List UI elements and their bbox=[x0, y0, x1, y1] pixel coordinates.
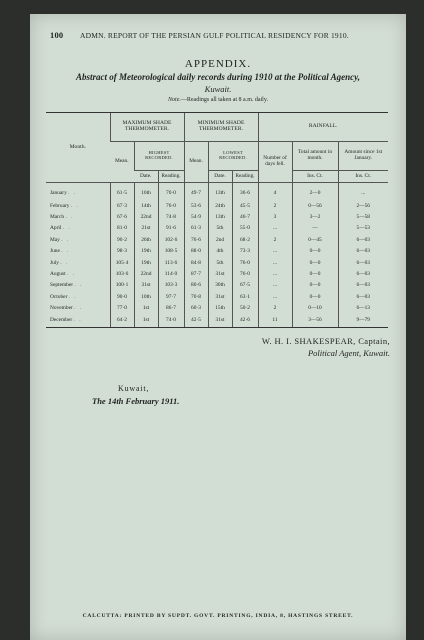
highest-date: 22nd bbox=[134, 268, 158, 279]
min-mean: 42·5 bbox=[184, 314, 208, 328]
header-total-unit: Ins. Ct. bbox=[292, 171, 338, 183]
highest-reading: 70·0 bbox=[158, 183, 184, 201]
rain-total: 0—0 bbox=[292, 257, 338, 268]
max-mean: 98·3 bbox=[110, 246, 134, 257]
rain-total: — bbox=[292, 223, 338, 234]
rain-total: 3—56 bbox=[292, 314, 338, 328]
table-row bbox=[46, 291, 388, 302]
signatory-title: Political Agent, Kuwait. bbox=[307, 348, 390, 358]
rain-since: ... bbox=[338, 183, 388, 201]
document-subtitle: Abstract of Meteorological daily records during 1910 at the Political Agency, bbox=[75, 72, 361, 82]
lowest-date: 31st bbox=[208, 291, 232, 302]
rain-total: 2—0 bbox=[292, 183, 338, 201]
highest-date: 14th bbox=[134, 200, 158, 211]
lowest-reading: 67·5 bbox=[232, 280, 258, 291]
note-text: —Readings all taken at 8 a.m. daily. bbox=[180, 97, 268, 103]
rain-since: 2—56 bbox=[338, 200, 388, 211]
min-mean: 88·0 bbox=[184, 246, 208, 257]
max-mean: 77·0 bbox=[110, 303, 134, 314]
header-min-mean: Mean. bbox=[184, 142, 208, 183]
page-number: 100 bbox=[50, 30, 64, 40]
rain-days: 2 bbox=[258, 303, 292, 314]
lowest-date: 13th bbox=[208, 211, 232, 222]
table-row bbox=[46, 200, 388, 211]
header-total: Total amount in month. bbox=[292, 142, 338, 171]
header-highest: HIGHEST RECORDED. bbox=[134, 142, 184, 171]
rain-total: 0—45 bbox=[292, 234, 338, 245]
rain-since: 6—13 bbox=[338, 303, 388, 314]
lowest-date: 31st bbox=[208, 268, 232, 279]
highest-reading: 102·6 bbox=[158, 234, 184, 245]
lowest-reading: 42·6 bbox=[232, 314, 258, 328]
row-month: October . . bbox=[50, 293, 78, 300]
rain-since: 5—58 bbox=[338, 211, 388, 222]
header-since-unit: Ins. Ct. bbox=[338, 171, 388, 183]
rain-days: ... bbox=[258, 291, 292, 302]
readings-note bbox=[30, 97, 406, 103]
highest-date: 10th bbox=[134, 291, 158, 302]
table-row bbox=[46, 303, 388, 314]
lowest-reading: 63·1 bbox=[232, 291, 258, 302]
highest-date: 21st bbox=[134, 223, 158, 234]
highest-date: 16th bbox=[134, 183, 158, 201]
appendix-title: APPENDIX. bbox=[184, 58, 252, 70]
header-lo-date: Date. bbox=[208, 171, 232, 183]
lowest-reading: 73·3 bbox=[232, 246, 258, 257]
table-row bbox=[46, 268, 388, 279]
lowest-reading: 45·5 bbox=[232, 200, 258, 211]
issue-date: The 14th February 1911. bbox=[92, 396, 180, 406]
table-row bbox=[46, 234, 388, 245]
table-row bbox=[46, 280, 388, 291]
highest-reading: 103·3 bbox=[158, 280, 184, 291]
table-row bbox=[46, 314, 388, 328]
rain-since: 9—79 bbox=[338, 314, 388, 328]
max-mean: 64·2 bbox=[110, 314, 134, 328]
location: Kuwait, bbox=[118, 384, 150, 393]
highest-date: 19th bbox=[134, 246, 158, 257]
header-min-group: MINIMUM SHADE THERMOMETER. bbox=[184, 113, 258, 142]
rain-days: ... bbox=[258, 223, 292, 234]
rain-since: 6—03 bbox=[338, 291, 388, 302]
min-mean: 49·7 bbox=[184, 183, 208, 201]
highest-reading: 108·5 bbox=[158, 246, 184, 257]
min-mean: 53·6 bbox=[184, 200, 208, 211]
min-mean: 87·7 bbox=[184, 268, 208, 279]
rain-total: 0—0 bbox=[292, 246, 338, 257]
rain-days: ... bbox=[258, 246, 292, 257]
signatory-name: W. H. I. SHAKESPEAR, Captain, bbox=[261, 336, 390, 346]
highest-reading: 74·8 bbox=[158, 211, 184, 222]
document-page bbox=[30, 14, 406, 640]
min-mean: 54·9 bbox=[184, 211, 208, 222]
rain-since: 6—03 bbox=[338, 280, 388, 291]
row-month: September . . bbox=[50, 282, 83, 289]
note-label: Note. bbox=[168, 97, 181, 103]
rain-total: 0—0 bbox=[292, 280, 338, 291]
max-mean: 67·6 bbox=[110, 211, 134, 222]
rain-days: 2 bbox=[258, 200, 292, 211]
header-month: Month. bbox=[46, 113, 110, 183]
lowest-reading: 76·0 bbox=[232, 268, 258, 279]
lowest-reading: 50·2 bbox=[232, 303, 258, 314]
running-header bbox=[50, 30, 390, 42]
max-mean: 100·1 bbox=[110, 280, 134, 291]
min-mean: 84·8 bbox=[184, 257, 208, 268]
row-month: June . . bbox=[50, 248, 70, 255]
highest-date: 19th bbox=[134, 257, 158, 268]
header-days: Number of days fell. bbox=[258, 142, 292, 183]
header-since: Amount since 1st January. bbox=[338, 142, 388, 171]
table-row bbox=[46, 246, 388, 257]
max-mean: 67·3 bbox=[110, 200, 134, 211]
row-month: November . . bbox=[50, 305, 83, 312]
lowest-date: 5th bbox=[208, 223, 232, 234]
lowest-date: 5th bbox=[208, 257, 232, 268]
printer-imprint: CALCUTTA: PRINTED BY SUPDT. GOVT. PRINTING, INDIA, 8, HASTINGS STREET. bbox=[82, 613, 354, 619]
rain-since: 5—53 bbox=[338, 223, 388, 234]
table-row bbox=[46, 183, 388, 201]
meteorological-table bbox=[46, 112, 388, 328]
rain-days: 3 bbox=[258, 211, 292, 222]
highest-reading: 114·0 bbox=[158, 268, 184, 279]
lowest-date: 15th bbox=[208, 303, 232, 314]
header-max-mean: Mean. bbox=[110, 142, 134, 183]
header-rain-group: RAINFALL. bbox=[258, 113, 388, 142]
subtitle-place: Kuwait. bbox=[204, 84, 232, 94]
lowest-reading: 36·6 bbox=[232, 183, 258, 201]
rain-days: ... bbox=[258, 280, 292, 291]
rain-days: 2 bbox=[258, 234, 292, 245]
max-mean: 90·0 bbox=[110, 291, 134, 302]
rain-total: 0—56 bbox=[292, 200, 338, 211]
min-mean: 61·3 bbox=[184, 223, 208, 234]
rain-since: 6—03 bbox=[338, 234, 388, 245]
rain-total: 0—0 bbox=[292, 291, 338, 302]
lowest-reading: 76·0 bbox=[232, 257, 258, 268]
highest-reading: 113·6 bbox=[158, 257, 184, 268]
min-mean: 60·3 bbox=[184, 303, 208, 314]
rain-since: 6—03 bbox=[338, 268, 388, 279]
row-month: August . . bbox=[50, 271, 76, 278]
row-month: December . . bbox=[46, 314, 110, 328]
highest-reading: 97·7 bbox=[158, 291, 184, 302]
max-mean: 105·4 bbox=[110, 257, 134, 268]
header-lowest: LOWEST RECORDED. bbox=[208, 142, 258, 171]
max-mean: 103·6 bbox=[110, 268, 134, 279]
lowest-date: 2nd bbox=[208, 234, 232, 245]
header-hi-reading: Reading. bbox=[158, 171, 184, 183]
lowest-date: 24th bbox=[208, 200, 232, 211]
rain-since: 6—03 bbox=[338, 257, 388, 268]
highest-date: 1st bbox=[134, 314, 158, 328]
table-row bbox=[46, 211, 388, 222]
row-month: July . . bbox=[50, 259, 69, 266]
rain-days: 4 bbox=[258, 183, 292, 201]
highest-date: 26th bbox=[134, 234, 158, 245]
highest-date: 22nd bbox=[134, 211, 158, 222]
highest-date: 1st bbox=[134, 303, 158, 314]
row-month: January . . bbox=[50, 190, 77, 196]
header-lo-reading: Reading. bbox=[232, 171, 258, 183]
row-month: April . . bbox=[50, 225, 72, 232]
max-mean: 81·0 bbox=[110, 223, 134, 234]
rain-since: 6—03 bbox=[338, 246, 388, 257]
lowest-reading: 46·7 bbox=[232, 211, 258, 222]
table-row bbox=[46, 257, 388, 268]
lowest-date: 31st bbox=[208, 314, 232, 328]
lowest-date: 13th bbox=[208, 183, 232, 201]
max-mean: 90·2 bbox=[110, 234, 134, 245]
running-title: ADMN. REPORT OF THE PERSIAN GULF POLITICAL RESIDENCY FOR 1910. bbox=[80, 31, 349, 40]
lowest-date: 4th bbox=[208, 246, 232, 257]
row-month: February . . bbox=[50, 202, 80, 209]
highest-reading: 86·7 bbox=[158, 303, 184, 314]
rain-days: ... bbox=[258, 268, 292, 279]
rain-total: 0—10 bbox=[292, 303, 338, 314]
header-max-group: MAXIMUM SHADE THERMOMETER. bbox=[110, 113, 184, 142]
rain-total: 3—2 bbox=[292, 211, 338, 222]
lowest-reading: 68·2 bbox=[232, 234, 258, 245]
min-mean: 70·8 bbox=[184, 291, 208, 302]
highest-reading: 74·0 bbox=[158, 314, 184, 328]
min-mean: 76·6 bbox=[184, 234, 208, 245]
row-month: May . . bbox=[50, 236, 70, 243]
rain-days: 11 bbox=[258, 314, 292, 328]
table-row bbox=[46, 223, 388, 234]
lowest-reading: 55·0 bbox=[232, 223, 258, 234]
highest-reading: 76·0 bbox=[158, 200, 184, 211]
rain-days: ... bbox=[258, 257, 292, 268]
max-mean: 61·5 bbox=[110, 183, 134, 201]
header-hi-date: Date. bbox=[134, 171, 158, 183]
highest-reading: 91·6 bbox=[158, 223, 184, 234]
rain-total: 0—0 bbox=[292, 268, 338, 279]
row-month: March . . bbox=[50, 214, 74, 221]
min-mean: 80·6 bbox=[184, 280, 208, 291]
highest-date: 31st bbox=[134, 280, 158, 291]
lowest-date: 30th bbox=[208, 280, 232, 291]
